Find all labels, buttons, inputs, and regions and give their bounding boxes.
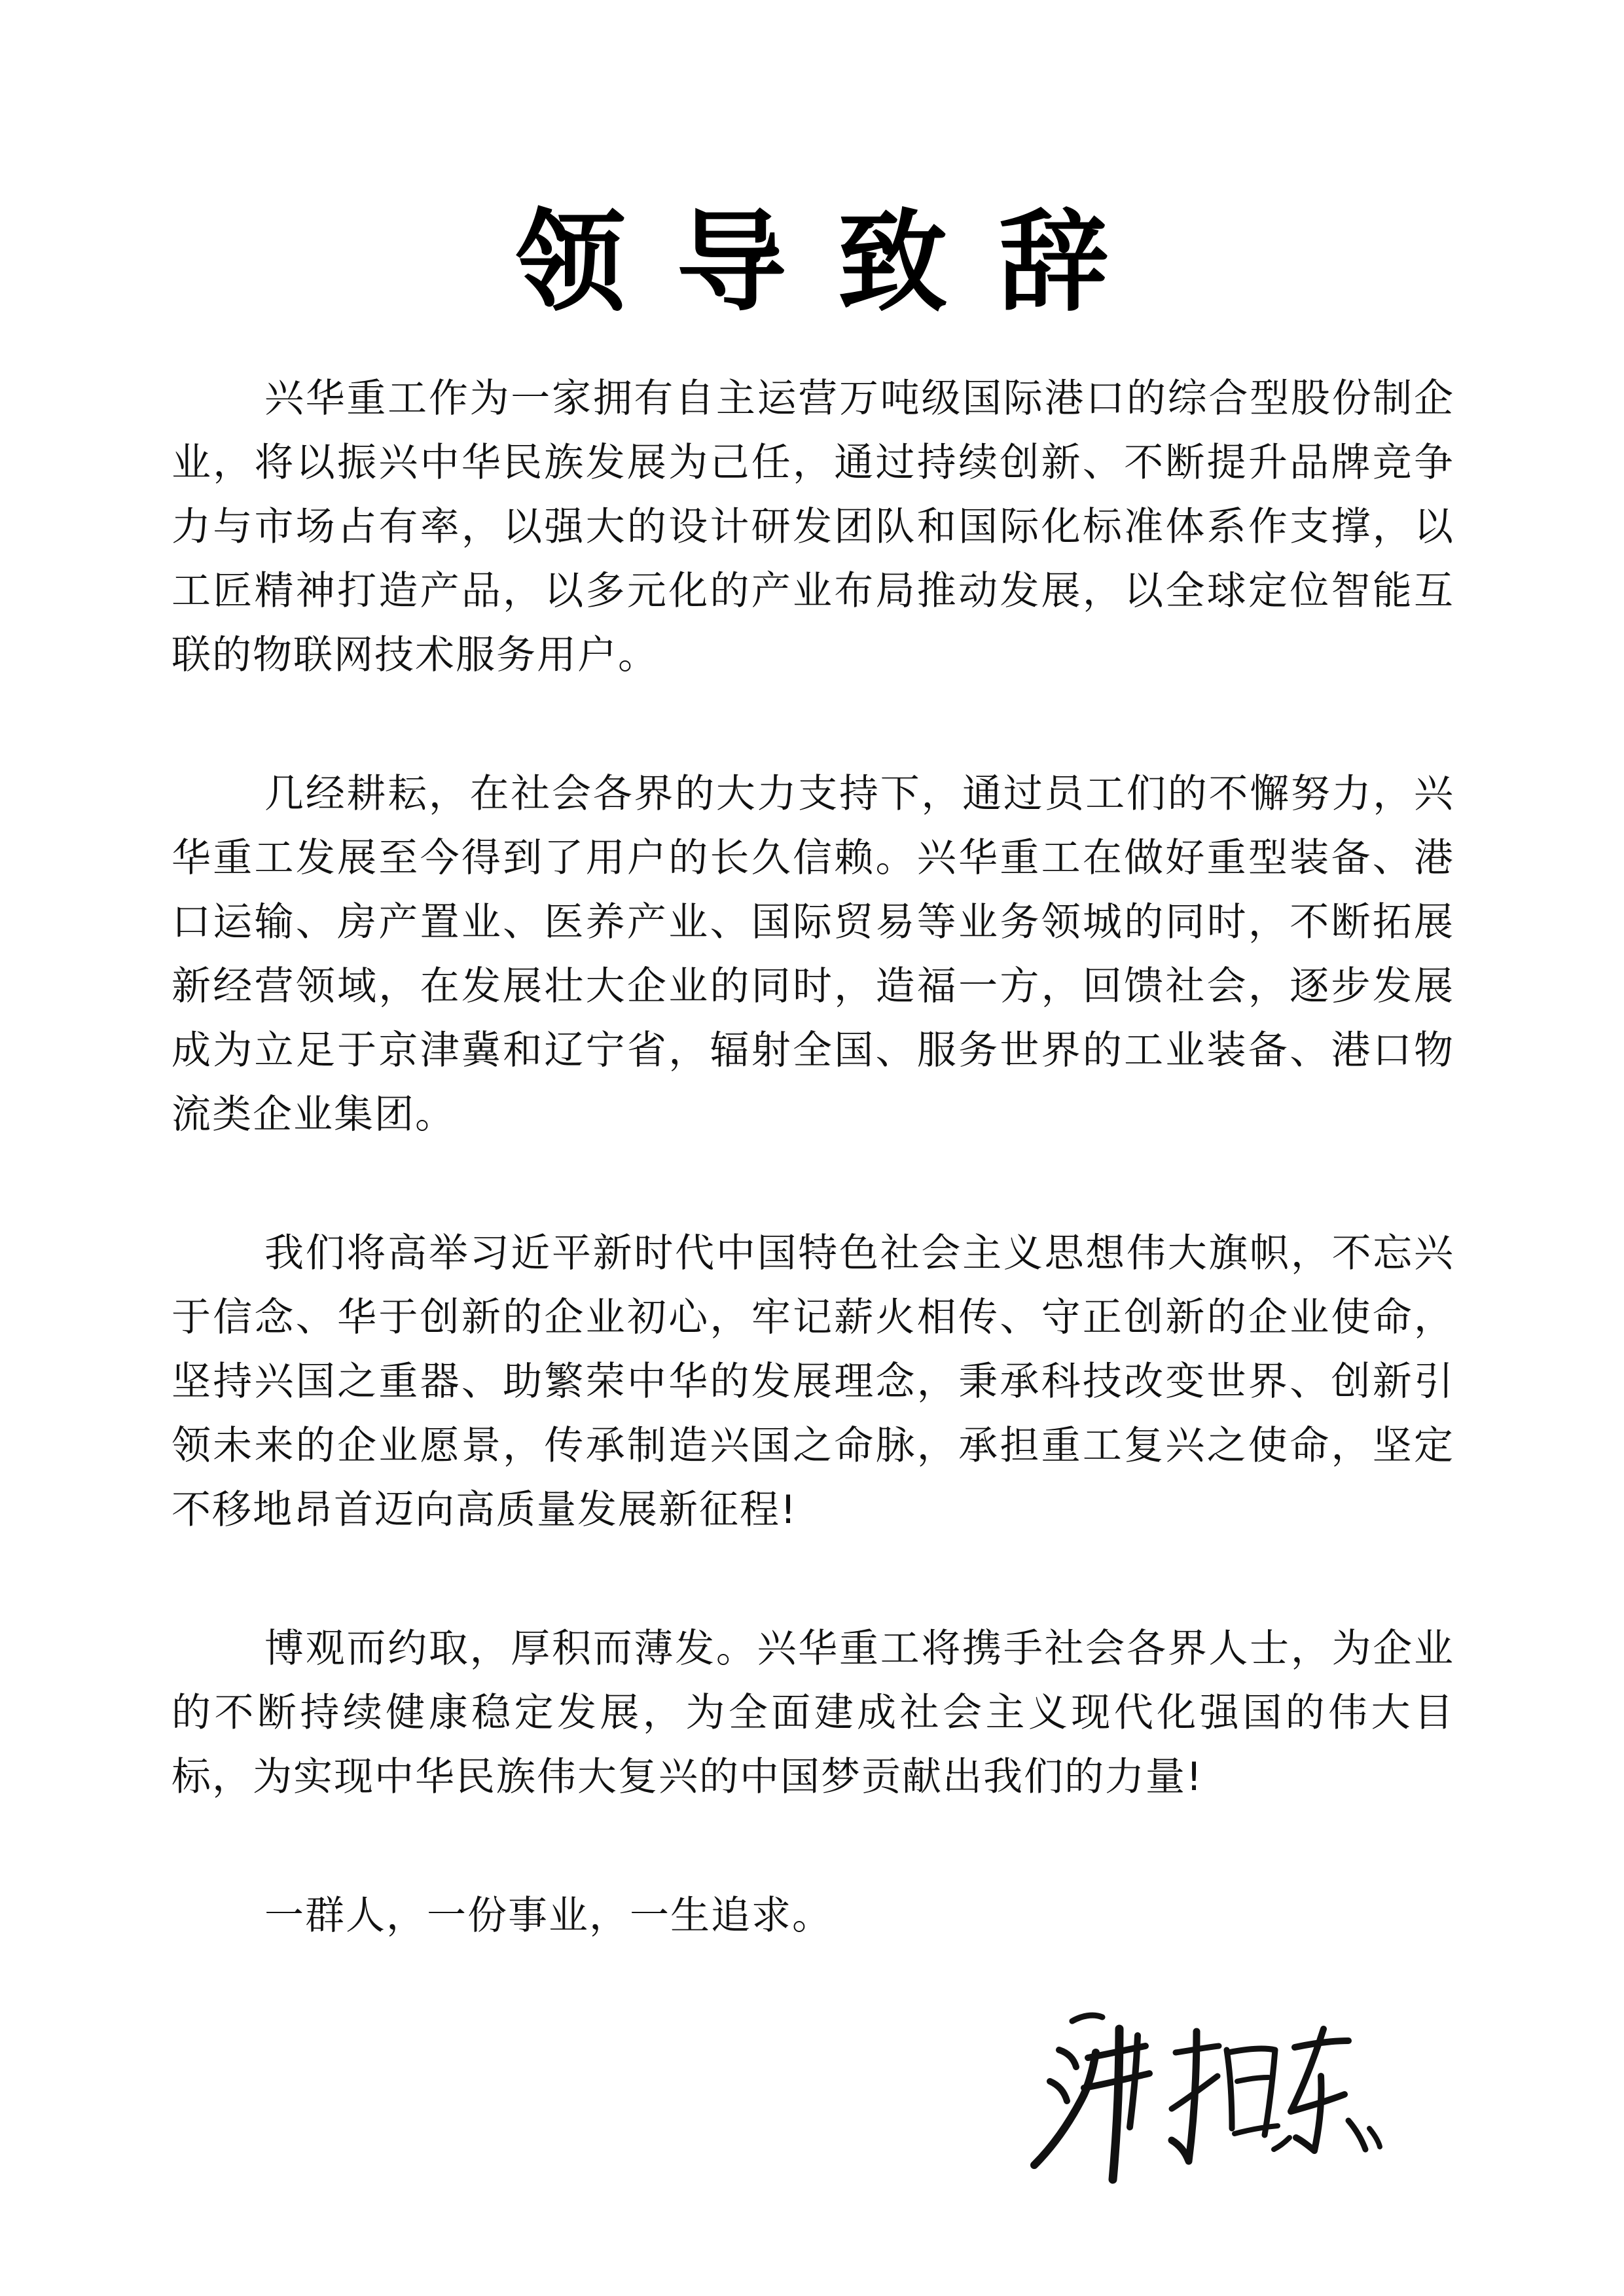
paragraph-2: 几经耕耘，在社会各界的大力支持下，通过员工们的不懈努力，兴华重工发展至今得到了用户的长久信赖。兴华重工在做好重型装备、港口运输、房产置业、医养产业、国际贸易等业务领城的同时，不断拓展新经营领域，在发展壮大企业的同时，造福一方，回馈社会，逐步发展成为立足于京津冀和辽宁省，辐射全国、服务世界的工业装备、港口物流类企业集团。 (171, 771, 1454, 1138)
page-title: 领导致辞 (515, 197, 1160, 327)
closing-line: 一群人，一份事业，一生追求。 (264, 1893, 833, 1939)
paragraph-4: 博观而约取，厚积而薄发。兴华重工将携手社会各界人士，为企业的不断持续健康稳定发展，为全面建成社会主义现代化强国的伟大目标，为实现中华民族伟大复兴的中国梦贡献出我们的力量! (171, 1626, 1454, 1800)
paragraph-3: 我们将高举习近平新时代中国特色社会主义思想伟大旗帜，不忘兴于信念、华于创新的企业初心，牢记薪火相传、守正创新的企业使命，坚持兴国之重器、助繁荣中华的发展理念，秉承科技改变世界、创新引领未来的企业愿景，传承制造兴国之命脉，承担重工复兴之使命，坚定不移地昂首迈向高质量发展新征程! (171, 1230, 1454, 1533)
paragraph-1: 兴华重工作为一家拥有自主运营万吨级国际港口的综合型股份制企业，将以振兴中华民族发展为己任，通过持续创新、不断提升品牌竞争力与市场占有率，以强大的设计研发团队和国际化标准体系作支撑，以工匠精神打造产品，以多元化的产业布局推动发展，以全球定位智能互联的物联网技术服务用户。 (171, 376, 1454, 678)
signature-icon (1021, 1990, 1388, 2186)
speech-body (171, 367, 1454, 2022)
